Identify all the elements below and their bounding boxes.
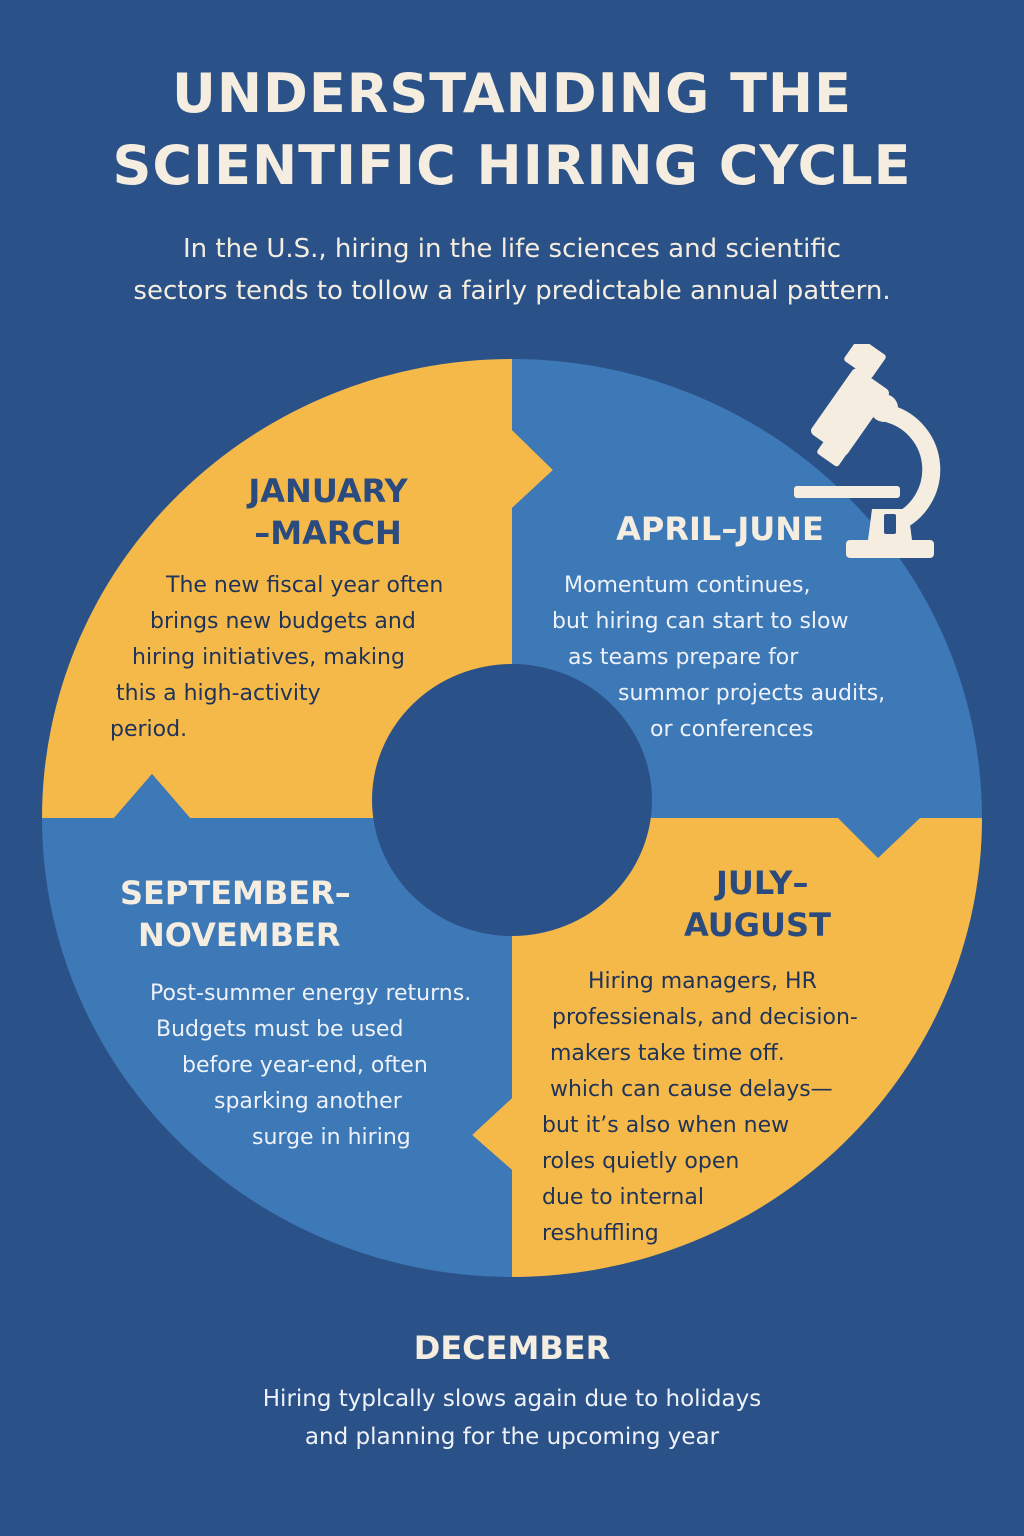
text-apr-jun — [520, 568, 980, 748]
heading-jan-mar-line-1: JANUARY — [248, 472, 408, 510]
heading-sep-nov-line-1: SEPTEMBER– — [120, 874, 351, 912]
text-jul-aug-line: reshuffling — [542, 1221, 659, 1246]
text-december-line-2: and planning for the upcoming year — [304, 1424, 720, 1450]
text-sep-nov — [0, 976, 520, 1156]
text-december — [180, 1380, 844, 1456]
intro-line-2: sectors tends to tollow a fairly predictable annual pattern. — [133, 276, 891, 306]
text-sep-nov-line: sparking another — [214, 1089, 402, 1114]
heading-jul-aug-line-2: AUGUST — [684, 906, 831, 944]
text-jul-aug-line: roles quietly open — [542, 1149, 740, 1174]
text-apr-jun-line: but hiring can start to slow — [552, 609, 849, 634]
text-jan-mar-line: The new fiscal year often — [166, 573, 444, 598]
text-jul-aug-line: due to internal — [542, 1185, 704, 1210]
text-jan-mar — [0, 568, 520, 748]
heading-jan-mar-line-2: –MARCH — [254, 514, 402, 552]
text-sep-nov-line: Post-summer energy returns. — [150, 981, 472, 1006]
title-line-2: SCIENTIFIC HIRING CYCLE — [112, 134, 912, 197]
text-apr-jun-line: as teams prepare for — [568, 645, 799, 670]
heading-december: DECEMBER — [413, 1329, 611, 1367]
heading-jan-mar — [198, 470, 458, 554]
text-jan-mar-line: hiring initiatives, making — [132, 645, 405, 670]
text-sep-nov-line: Budgets must be used — [156, 1017, 404, 1042]
text-jul-aug-line: professienals, and decision- — [552, 1005, 858, 1030]
heading-jul-aug-line-1: JULY– — [716, 864, 809, 902]
text-december-line-1: Hiring typlcally slows again due to holidays — [262, 1386, 762, 1412]
text-sep-nov-line: surge in hiring — [252, 1125, 411, 1150]
text-jul-aug-line: which can cause delays— — [550, 1077, 833, 1102]
heading-sep-nov-line-2: NOVEMBER — [138, 916, 341, 954]
heading-apr-jun: APRIL–JUNE — [616, 510, 824, 548]
text-jul-aug — [520, 964, 990, 1252]
heading-jul-aug — [640, 862, 900, 946]
text-jan-mar-line: this a high-activity — [116, 681, 321, 706]
title-line-1: UNDERSTANDING THE — [171, 62, 852, 125]
text-sep-nov-line: before year-end, often — [182, 1053, 428, 1078]
text-jul-aug-line: but it’s also when new — [542, 1113, 790, 1138]
text-jan-mar-line: brings new budgets and — [150, 609, 416, 634]
text-jan-mar-line: period. — [110, 717, 188, 742]
text-jul-aug-line: Hiring managers, HR — [588, 969, 817, 994]
heading-sep-nov — [110, 872, 380, 956]
intro-line-1: In the U.S., hiring in the life sciences and scientific — [182, 234, 841, 264]
text-apr-jun-line: or conferences — [650, 717, 814, 742]
text-apr-jun-line: summor projects audits, — [618, 681, 886, 706]
text-jul-aug-line: makers take time off. — [550, 1041, 785, 1066]
text-apr-jun-line: Momentum continues, — [564, 573, 811, 598]
